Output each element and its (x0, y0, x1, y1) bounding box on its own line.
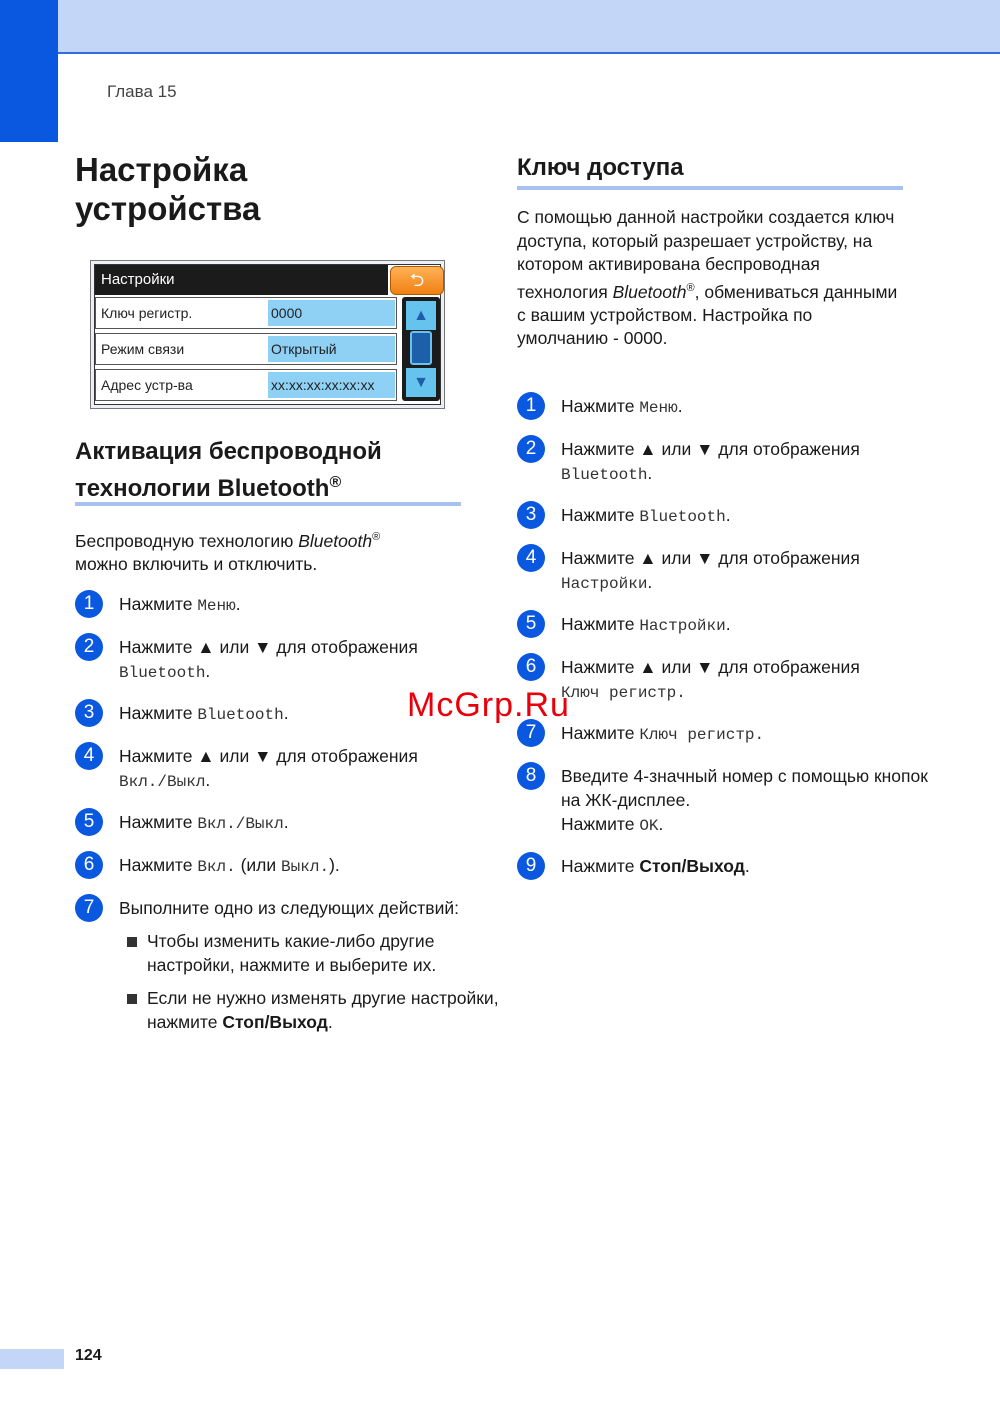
step-item (517, 721, 951, 747)
step-item (517, 394, 951, 420)
text: С помощью данной настройки создается ключ доступа, который разрешает устройству, на котором активирована беспроводная технология (517, 207, 895, 302)
back-icon[interactable]: ⮌ (390, 266, 444, 295)
text: . (205, 770, 211, 790)
text: . (647, 572, 653, 592)
text: Нажмите ▲ или ▼ для отображения (561, 548, 860, 568)
heading-line: технологии Bluetooth (75, 475, 330, 502)
step-number: 1 (517, 392, 545, 420)
step-number: 2 (75, 633, 103, 661)
text: Нажмите (119, 703, 198, 723)
scroll-thumb[interactable] (410, 331, 432, 365)
text: Нажмите (561, 614, 640, 634)
brand-text: Bluetooth (612, 281, 687, 302)
heading-rule (517, 186, 903, 190)
scroll-down-icon[interactable]: ▼ (406, 368, 436, 397)
brand-text: Bluetooth (298, 530, 373, 551)
step-number: 4 (75, 742, 103, 770)
lcd-command: Ключ регистр. (561, 684, 686, 702)
step-number: 1 (75, 590, 103, 618)
step-number: 7 (517, 719, 545, 747)
text: Нажмите (561, 505, 640, 525)
text: , обмениваться данными с вашим устройством. Настройка по умолчанию - 0000. (517, 281, 898, 349)
step-number: 3 (517, 501, 545, 529)
step-number: 3 (75, 699, 103, 727)
chapter-label: Глава 15 (107, 82, 177, 101)
step-item (517, 655, 951, 705)
step-item (517, 503, 951, 529)
lcd-command: Вкл. (197, 858, 236, 876)
step-number: 7 (75, 894, 103, 922)
lcd-command: Выкл. (281, 858, 330, 876)
text: Если не нужно изменять другие настройки, нажмите (147, 988, 499, 1032)
lcd-command: Меню (197, 597, 236, 615)
step-number: 4 (517, 544, 545, 572)
page-title (75, 150, 260, 228)
lcd-row-mode[interactable] (95, 333, 397, 365)
step-number: 6 (75, 851, 103, 879)
lcd-command: Настройки (561, 575, 648, 593)
lcd-title: Настройки (95, 265, 388, 295)
lcd-row-passkey[interactable] (95, 297, 397, 329)
text: Беспроводную технологию (75, 530, 299, 551)
text: . (205, 661, 211, 681)
text: . (658, 814, 664, 834)
lcd-row-label: Режим связи (101, 341, 185, 357)
lcd-row-value: 0000 (268, 300, 395, 326)
lcd-command: Вкл./Выкл (119, 773, 206, 791)
lcd-screen (90, 260, 445, 409)
section-heading-activation (75, 436, 475, 504)
text: Нажмите ▲ или ▼ для отображения (561, 657, 860, 677)
step-item (517, 437, 951, 487)
text: . (744, 856, 750, 876)
text: можно включить и отключить. (75, 554, 318, 575)
registered-mark: ® (372, 531, 381, 543)
lcd-command: Bluetooth (561, 466, 648, 484)
lcd-scrollbar[interactable] (402, 297, 440, 401)
lcd-row-label: Ключ регистр. (101, 305, 193, 321)
watermark: McGrp.Ru (407, 686, 570, 724)
step-item (75, 744, 509, 794)
lcd-command: Настройки (639, 617, 726, 635)
lcd-row-value: Открытый (268, 336, 395, 362)
bullet-list (119, 930, 509, 1034)
text: Выполните одно из следующих действий: (119, 898, 459, 918)
registered-mark: ® (686, 281, 695, 294)
scroll-up-icon[interactable]: ▲ (406, 301, 436, 330)
step-number: 6 (517, 653, 545, 681)
lcd-row-address[interactable] (95, 369, 397, 401)
step-item (75, 635, 509, 685)
page-title-line-2: устройства (75, 190, 261, 227)
footer-band (0, 1349, 64, 1369)
text: Нажмите (119, 594, 198, 614)
lcd-command: Bluetooth (639, 508, 726, 526)
text: Введите 4-значный номер с помощью кнопок на ЖК-дисплее. (561, 766, 928, 810)
lcd-command: Вкл./Выкл (197, 815, 284, 833)
lcd-row-label: Адрес устр-ва (101, 377, 193, 393)
lcd-row-value: xx:xx:xx:xx:xx:xx (268, 372, 395, 398)
step-item (75, 853, 509, 879)
chapter-tab (0, 0, 58, 142)
intro-paragraph (75, 526, 465, 577)
text: Чтобы изменить какие-либо другие настройки, нажмите и выберите их. (147, 931, 437, 975)
text: Нажмите (561, 723, 640, 743)
text: . (283, 812, 289, 832)
text: . (327, 1011, 333, 1032)
step-number: 5 (517, 610, 545, 638)
key-name: Стоп/Выход (639, 856, 745, 876)
lcd-command: Bluetooth (119, 664, 206, 682)
text: . (647, 463, 653, 483)
page-number: 124 (75, 1347, 102, 1364)
header-band (0, 0, 1000, 54)
lcd-command: OK (639, 817, 659, 835)
text: Нажмите (561, 814, 640, 834)
step-item (517, 764, 951, 838)
lcd-command: Bluetooth (197, 706, 284, 724)
text: Нажмите ▲ или ▼ для отображения (119, 746, 418, 766)
step-item (75, 896, 509, 1044)
page-title-line-1: Настройка (75, 151, 248, 188)
text: . (725, 614, 731, 634)
bullet-item (119, 930, 509, 977)
key-name: Стоп/Выход (222, 1011, 328, 1032)
step-item (517, 546, 951, 596)
lcd-command: Меню (639, 399, 678, 417)
step-number: 8 (517, 762, 545, 790)
step-number: 2 (517, 435, 545, 463)
text: (или (235, 855, 282, 875)
step-number: 5 (75, 808, 103, 836)
text: Нажмите (561, 396, 640, 416)
text: . (235, 594, 241, 614)
text: Нажмите (119, 812, 198, 832)
passkey-paragraph (517, 206, 902, 351)
step-item (75, 592, 509, 618)
square-bullet-icon (127, 937, 137, 947)
section-heading-passkey: Ключ доступа (517, 154, 684, 181)
heading-line: Активация беспроводной (75, 438, 382, 465)
lcd-command: Ключ регистр. (639, 726, 765, 744)
lcd-panel (94, 264, 441, 405)
step-number: 9 (517, 852, 545, 880)
step-item (75, 810, 509, 836)
text: . (725, 505, 731, 525)
square-bullet-icon (127, 994, 137, 1004)
text: Нажмите ▲ или ▼ для отображения (561, 439, 860, 459)
step-item (517, 612, 951, 638)
registered-mark: ® (329, 474, 342, 491)
text: . (283, 703, 289, 723)
text: Нажмите ▲ или ▼ для отображения (119, 637, 418, 657)
bullet-item (119, 987, 509, 1034)
heading-rule (75, 502, 461, 506)
text: Нажмите (561, 856, 640, 876)
text: . (677, 396, 683, 416)
text: Нажмите (119, 855, 198, 875)
text: ). (329, 855, 340, 875)
step-item (517, 854, 951, 878)
